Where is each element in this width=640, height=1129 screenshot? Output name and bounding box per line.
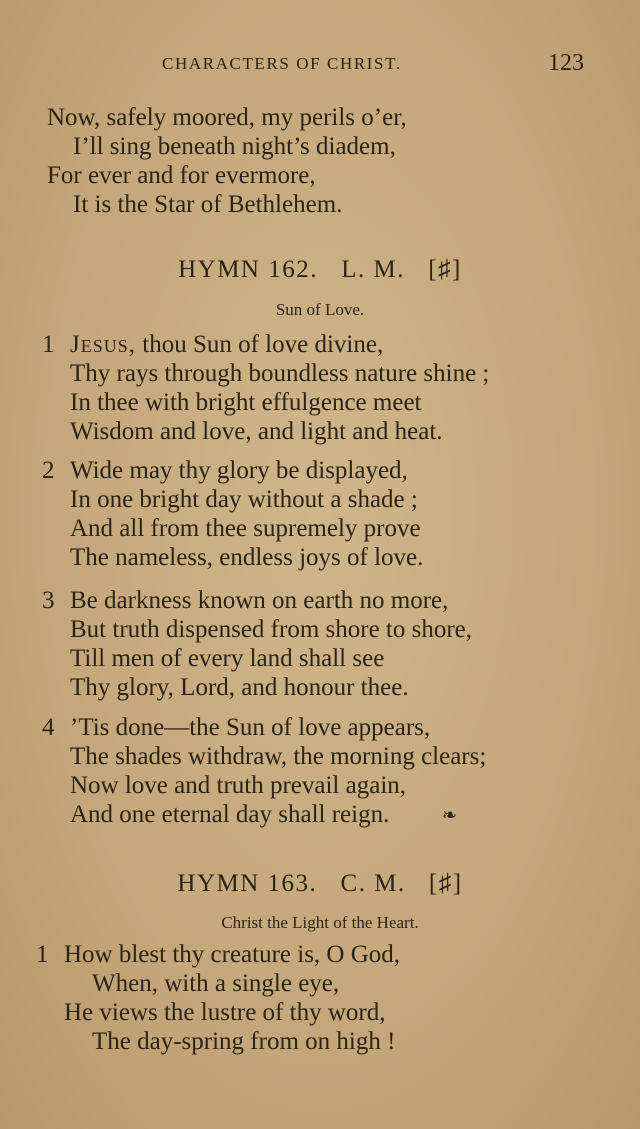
verse-line: When, with a single eye, [92,970,340,997]
verse-line: And one eternal day shall reign. [70,801,390,828]
stanza-number: 1 [42,331,55,358]
verse-line [70,330,383,360]
page-header [0,50,640,80]
end-ornament-icon: ❧ [442,805,458,825]
stanza-number: 1 [36,941,49,968]
page-number: 123 [548,50,584,76]
verse-line: Now love and truth prevail again, [70,772,407,799]
verse-line: In thee with bright effulgence meet [70,389,422,416]
verse-line: Wisdom and love, and light and heat. [70,418,443,445]
stanza-number: 2 [42,457,55,484]
verse-line: I’ll sing beneath night’s diadem, [73,133,396,160]
stanza-number: 3 [42,587,55,614]
verse-line: In one bright day without a shade ; [70,486,418,513]
verse-line: Now, safely moored, my perils o’er, [47,104,407,131]
verse-line: Till men of every land shall see [70,645,385,672]
verse-line: The day-spring from on high ! [92,1028,396,1055]
verse-line: Thy glory, Lord, and honour thee. [70,674,409,701]
verse-line: It is the Star of Bethlehem. [73,191,343,218]
verse-line: The shades withdraw, the morning clears; [70,743,487,770]
verse-line: Be darkness known on earth no more, [70,587,449,614]
verse-line: Wide may thy glory be displayed, [70,457,408,484]
verse-line: The nameless, endless joys of love. [70,544,424,571]
hymn-163-subtitle: Christ the Light of the Heart. [221,913,419,932]
hymn-162-title: HYMN 162. L. M. [♯] [178,256,462,283]
verse-line: He views the lustre of thy word, [64,999,386,1026]
verse-line: But truth dispensed from shore to shore, [70,616,473,643]
running-head: CHARACTERS OF CHRIST. [162,54,402,73]
verse-line: How blest thy creature is, O God, [64,941,401,968]
stanza-number: 4 [42,714,55,741]
verse-line: ’Tis done—the Sun of love appears, [70,714,431,741]
first-word: Jesus, [70,331,136,358]
hymn-162-subtitle: Sun of Love. [275,300,365,319]
verse-line-rest: thou Sun of love divine, [136,331,384,358]
verse-line: For ever and for evermore, [47,162,316,189]
verse-line: And all from thee supremely prove [70,515,421,542]
hymn-163-title: HYMN 163. C. M. [♯] [177,870,463,897]
verse-line: Thy rays through boundless nature shine ; [70,360,490,387]
